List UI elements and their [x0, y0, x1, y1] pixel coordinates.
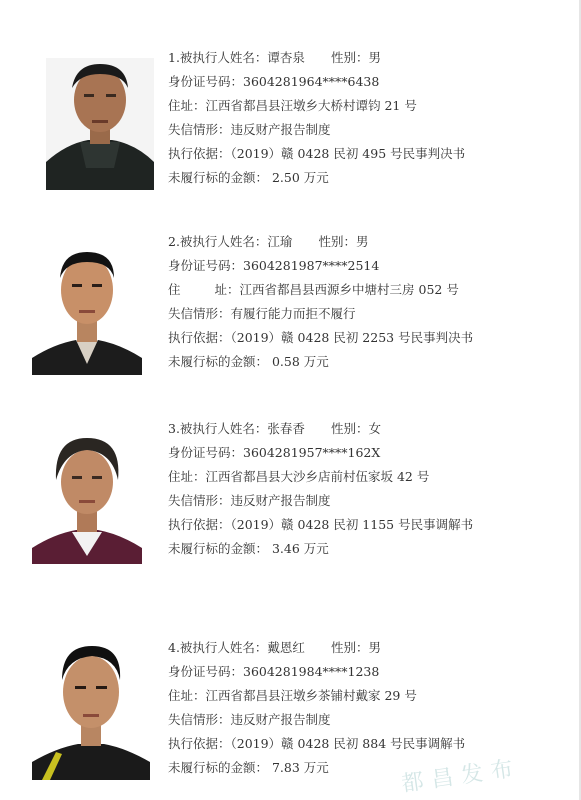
- person-amount-2: 未履行标的金额： 0.58 万元: [168, 354, 329, 369]
- person-name-1: 1.被执行人姓名：谭杏泉: [168, 50, 305, 65]
- person-credit-status-1: 失信情形：违反财产报告制度: [168, 122, 331, 137]
- person-gender-4: 性别：男: [330, 640, 381, 655]
- person-address-1: 住址：江西省都昌县汪墩乡大桥村谭钧 21 号: [168, 98, 417, 113]
- person-amount-1: 未履行标的金额： 2.50 万元: [168, 170, 329, 185]
- person-id-1: 身份证号码：3604281964****6438: [168, 74, 380, 89]
- person-id-2: 身份证号码：3604281987****2514: [168, 258, 380, 273]
- person-credit-status-2: 失信情形：有履行能力而拒不履行: [168, 306, 356, 321]
- person-credit-status-4: 失信情形：违反财产报告制度: [168, 712, 331, 727]
- person-photo-1: [46, 58, 154, 190]
- person-address-3: 住址：江西省都昌县大沙乡店前村伍家坂 42 号: [168, 469, 430, 484]
- person-name-4: 4.被执行人姓名：戴恩红: [168, 640, 305, 655]
- person-basis-4: 执行依据：（2019）赣 0428 民初 884 号民事调解书: [168, 736, 466, 751]
- person-gender-3: 性别：女: [330, 421, 381, 436]
- watermark-logo: 都昌发布: [400, 755, 523, 798]
- person-name-3: 3.被执行人姓名：张春香: [168, 421, 305, 436]
- person-gender-2: 性别：男: [318, 234, 369, 249]
- person-gender-1: 性别：男: [330, 50, 381, 65]
- person-basis-3: 执行依据：（2019）赣 0428 民初 1155 号民事调解书: [168, 517, 474, 532]
- person-address-value-2: 址：江西省都昌县西源乡中塘村三房 052 号: [214, 282, 459, 297]
- person-basis-1: 执行依据：（2019）赣 0428 民初 495 号民事判决书: [168, 146, 466, 161]
- person-id-3: 身份证号码：3604281957****162X: [168, 445, 381, 460]
- person-address-label-2: 住: [168, 282, 181, 297]
- person-photo-3: [32, 428, 142, 564]
- person-amount-4: 未履行标的金额： 7.83 万元: [168, 760, 329, 775]
- person-basis-2: 执行依据：（2019）赣 0428 民初 2253 号民事判决书: [168, 330, 474, 345]
- person-name-2: 2.被执行人姓名：江瑜: [168, 234, 293, 249]
- person-address-4: 住址：江西省都昌县汪墩乡茶铺村戴家 29 号: [168, 688, 417, 703]
- person-address-2: [168, 278, 473, 302]
- person-photo-2: [32, 240, 142, 375]
- person-id-4: 身份证号码：3604281984****1238: [168, 664, 380, 679]
- person-amount-3: 未履行标的金额： 3.46 万元: [168, 541, 329, 556]
- person-credit-status-3: 失信情形：违反财产报告制度: [168, 493, 331, 508]
- person-photo-4: [32, 636, 150, 780]
